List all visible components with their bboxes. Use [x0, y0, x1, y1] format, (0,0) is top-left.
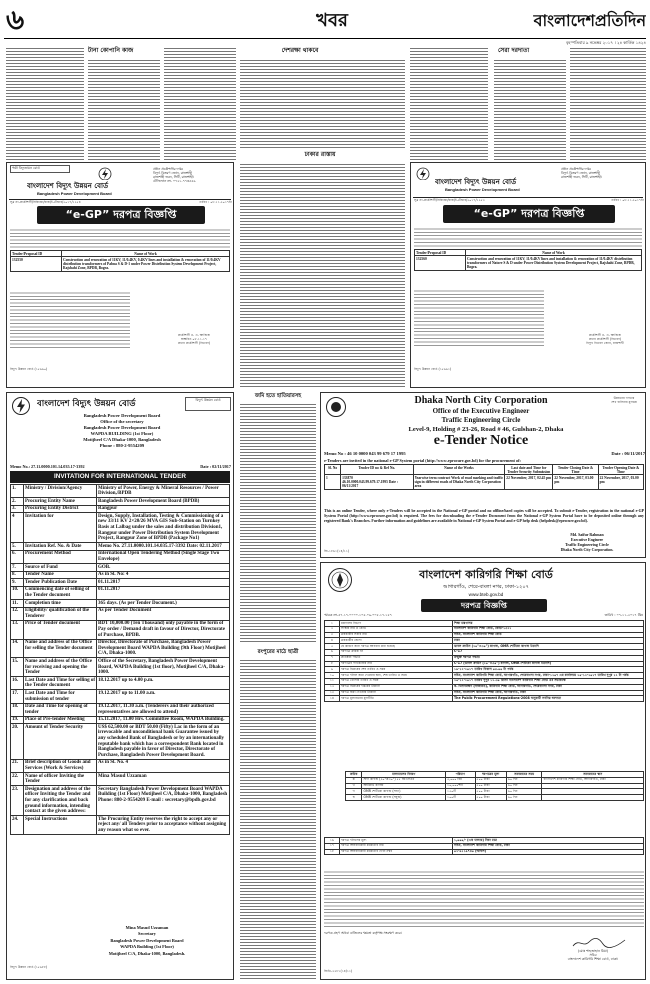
- item-cell: সাদা কাগজ (২০"×৩০") ৫৫ জিএসএম: [362, 777, 446, 783]
- row-number: ১: [325, 621, 340, 627]
- egp-notice-right: [410, 162, 646, 388]
- row-value: Yearwise term contract Work of road marking and traffic sign in different roads of Dhaka North City Corporation area: [414, 475, 504, 489]
- item-cell: ৯০ দিন: [506, 783, 542, 789]
- footer: জিডি-২২৮১(১৪/১১): [324, 969, 353, 973]
- row-value: 22 November, 2017, 03.00 pm: [598, 475, 643, 490]
- row-number: ১৭: [325, 843, 340, 849]
- tender-row: [11, 639, 230, 658]
- row-number: ১৬: [325, 838, 340, 844]
- tender-row: [11, 498, 230, 506]
- dncc-signature: Md. Saifur Rahman Executive Engineer Traffic Engineering Circle Dhaka North City Corporation.: [560, 533, 614, 552]
- row-number: ১৮: [325, 849, 340, 855]
- row-value: ঢাকা: [453, 638, 644, 644]
- row-number: 16.: [11, 677, 24, 690]
- footer: বিদ্যুৎ উন্নয়ন বোর্ড (১৫৯৮৮): [10, 965, 48, 969]
- date: Date : 06/11/2017: [611, 451, 645, 456]
- row-number: 2.: [11, 498, 24, 506]
- news-col-3-mid: [240, 162, 405, 388]
- row-value: 1: [325, 475, 341, 490]
- tender-row: [11, 724, 230, 760]
- e-tender-title: e-Tender Notice: [433, 433, 529, 448]
- row-value: Office of the Secretary, Bangladesh Power Development Board, WAPDA Building (1st floor), Motijheel C/A, Dhaka-1000.: [97, 658, 230, 677]
- news-mid-2: [240, 658, 316, 980]
- intro-text: [10, 227, 230, 249]
- row-value: C-17: [453, 649, 644, 655]
- row-value: সচিব, বাংলাদেশ কারিগরি শিক্ষা বোর্ড, আগারগাঁও, শেরেবাংলা নগর, ঢাকা-১২০৭ এর কার্যালয়ে ২০-১২-২০১৭ তারিখ দুপুর ১২ টা পর্যন্ত: [453, 673, 644, 679]
- tender-row: [11, 759, 230, 772]
- row-key: Invitation for: [24, 513, 97, 543]
- col-tender-id: Tender/Proposal ID: [415, 250, 466, 256]
- row-value: 365 days. (As per Tender Document.): [97, 600, 230, 608]
- tender-row: [11, 564, 230, 572]
- row-key: Price of Tender document: [24, 620, 97, 639]
- org-name-bn: বাংলাদেশ বিদ্যুৎ উন্নয়ন বোর্ড: [27, 182, 109, 190]
- row-value: শিক্ষা মন্ত্রণালয়: [453, 621, 644, 627]
- row-value: ১,০০০/- (এক হাজার) টাকা মাত্র: [453, 838, 644, 844]
- row-number: 15.: [11, 658, 24, 677]
- tender-row: [11, 703, 230, 716]
- item-cell: OMR শেটিকো কাগজ (সাদা): [362, 789, 446, 795]
- row-value: উন্মুক্ত দরপত্র পদ্ধতি: [453, 655, 644, 661]
- row-value: 19.12.2017 up to 11.00 a.m.: [97, 690, 230, 703]
- row-key: দরপত্র মূল্যায়নের মূলনীতি: [340, 696, 453, 702]
- row-key: Tender Publication Date: [24, 579, 97, 587]
- tender-row: [11, 773, 230, 786]
- row-value: ০২-৯১১৯৭৪০ (অফিস): [453, 849, 644, 855]
- column-header: দরপত্রের মূল্য: [475, 772, 506, 778]
- row-key: Date and Time for opening of tender: [24, 703, 97, 716]
- row-number: 10.: [11, 586, 24, 599]
- news-col-6: [570, 46, 646, 160]
- item-cell: ৫০০ টাকা: [475, 795, 506, 801]
- row-number: 8.: [11, 571, 24, 579]
- bpdb-international-tender: [6, 392, 234, 980]
- row-key: Place of Pre-tender Meeting: [24, 716, 97, 724]
- row-value: ডাবল ক্রাউন (২০"×৩০") কাগজ, OMR শেটিকো কাগজ ইত্যাদি: [453, 644, 644, 650]
- row-key: দরপত্র বিক্রয়ের দপ্তরের ঠিকানা: [340, 684, 453, 690]
- column-header: ক্রমিক: [346, 772, 362, 778]
- tender-table: [10, 250, 230, 288]
- row-key: Special Instructions: [24, 816, 97, 835]
- row-value: Ministry of Power, Energy & Mineral Resources / Power Division,/BPDB: [97, 485, 230, 498]
- row-key: সংস্থার নাম ও কোড: [340, 626, 453, 632]
- egp-notice-left: [6, 162, 234, 388]
- row-number: 14.: [11, 639, 24, 658]
- news-col-1: [6, 46, 84, 160]
- dncc-tender-notice: [320, 392, 646, 558]
- row-number: ১০: [325, 673, 340, 679]
- row-value: Rangpur: [97, 505, 230, 513]
- row-key: Invitation Ref. No. & Date: [24, 543, 97, 551]
- btec-address: আগারগাঁও, শেরে-বাংলা নগর, ঢাকা-১২০৭: [443, 584, 529, 590]
- row-number: 20.: [11, 724, 24, 760]
- row-value: সচিব, বাংলাদেশ কারিগরি শিক্ষা বোর্ড, আগারগাঁও, ঢাকা: [453, 690, 644, 696]
- row-key: দরপত্র দলিলের মূল্য: [340, 838, 453, 844]
- dncc-body: This is an online Tender, where only e-Tenders will be accepted in the National e-GP portal and no offline/hard copies will be accepted. To submit e-Tender, registration in the national e-GP System Portal (http://www.eprocure.gov.bd) is required. The fees for downloading the e-Tender Document from the National e-GP System Portal have to be deposited online through any registered Bank's Branches. Further information and guidelines are available in National e-GP System Portal and e-GP help desk (helpdesk@eprocure.gov.bd).: [324, 509, 644, 523]
- row-number: 3.: [11, 505, 24, 513]
- top-note: পল্লী বিদ্যুতায়ন বোর্ড: [10, 165, 70, 173]
- intro: e-Tenders are invited in the national e-GP System portal (http://www.eprocure.gov.bd) for the procurement of:: [324, 458, 521, 463]
- row-key: Designation and address of the officer Inviting the Tender and for any clarification and back ground information, intending contact at the given address:: [24, 786, 97, 816]
- tender-row: [325, 475, 644, 490]
- row-number: 23.: [11, 786, 24, 816]
- row-key: দরপত্র দলিল জমা দেওয়ার স্থান, শেষ তারিখ ও সময়: [340, 673, 453, 679]
- item-cell: ৯০ দিন: [506, 795, 542, 801]
- row-key: Tender Name: [24, 571, 97, 579]
- item-cell: বাংলাদেশ কারিগরি শিক্ষা বোর্ড, আগারগাঁও, ঢাকা: [542, 777, 644, 783]
- headline-col4: সেরা দরদাতা: [498, 47, 530, 54]
- row-value: ১৯-১২-২০১৭ তারিখ বিকাল ০৩.০০ টা পর্যন্ত: [453, 667, 644, 673]
- row-key: ক্রয়কারীর সত্তার নাম: [340, 632, 453, 638]
- tender-title: INVITATION FOR INTERNATIONAL TENDER: [10, 471, 230, 483]
- bpdb-logo-icon: [415, 166, 431, 180]
- row-number: 5.: [11, 543, 24, 551]
- btec-body: [324, 869, 644, 929]
- org-name-en: Bangladesh Power Development Board: [445, 187, 520, 192]
- row-key: Completion time: [24, 600, 97, 608]
- row-key: Procurement Method: [24, 550, 97, 563]
- news-col-5: [494, 58, 566, 160]
- tender-row: [11, 550, 230, 563]
- column-header: Tender Opening Date & Time: [598, 465, 643, 475]
- row-number: 17.: [11, 690, 24, 703]
- row-key: প্রতিষ্ঠান পদ্ধতি: [340, 655, 453, 661]
- row-value: 01.11.2017: [97, 586, 230, 599]
- row-number: 24.: [11, 816, 24, 835]
- row-number: ১২: [325, 684, 340, 690]
- row-number: ১৩: [325, 690, 340, 696]
- signature: Mina Masud Uzzaman Secretary Bangladesh Power Development Board WAPDA Building (1st Floor) Motijheel C/A, Dhaka-1000, Bangladesh.: [108, 925, 186, 956]
- row-key: দরপত্রের প্যাকেজের নাম: [340, 661, 453, 667]
- row-key: ক্রয়কারীর জেলা: [340, 638, 453, 644]
- row-key: Name and address of the Office for selling the Tender document: [24, 639, 97, 658]
- dncc-address: Level-9, Holding # 23-26, Road # 46, Gulshan-2, Dhaka: [408, 426, 564, 433]
- row-key: যে কারণে জন্য দরপত্র আহবান করা হয়েছে: [340, 644, 453, 650]
- org-name-bn: বাংলাদেশ বিদ্যুৎ উন্নয়ন বোর্ড: [37, 399, 136, 409]
- row-number: 18.: [11, 703, 24, 716]
- row-key: Last Date and Time for submission of tender: [24, 690, 97, 703]
- tender-row: [11, 513, 230, 543]
- row-value: GOB.: [97, 564, 230, 572]
- btec-items-table: [345, 771, 644, 835]
- column-header: মালামালের বিবরণ: [362, 772, 446, 778]
- item-cell: ক: [346, 777, 362, 783]
- dncc-dept: Traffic Engineering Circle: [441, 416, 521, 424]
- headline-lower-2: রংপুরের মাঠে ছাত্রী: [257, 649, 299, 655]
- headline-col1: টানা কোপানি কাজ: [88, 47, 134, 54]
- tender-row: [11, 543, 230, 551]
- row-value: International Open Tendering Method (Single Stage Two Envelope): [97, 550, 230, 563]
- headline-col3-mid: ঢাকার রাস্তায়: [304, 151, 336, 158]
- tender-row: [11, 607, 230, 620]
- column-header: Tender Closing Date & Time: [553, 465, 598, 475]
- memo: সূত্র নং-প্রকৌশলী/বিবিজো/রাজ/ই-টেন্ডার/২০১৭/১২৫৩: [414, 198, 485, 202]
- row-key: Amount of Tender Security: [24, 724, 97, 760]
- btec-signature: (মোঃ শাহজাহান মিয়া) সচিব বাংলাদেশ কারিগরি শিক্ষা বোর্ড, ঢাকা।: [567, 949, 619, 962]
- row-number: ৮: [325, 661, 340, 667]
- row-number: 11.: [11, 600, 24, 608]
- row-value: Design, Supply, Installation, Testing & Commissioning of a new 33/11 KV 2×20/26 MVA GIS Sub-Station on Turnkey Basis at Lalbag under the sales and distribution Division1, Rangpur under Power Distribution System Development Project, Rangpur Zone of BPDB (Package No1): [97, 513, 230, 543]
- row-value: বাংলাদেশ কারিগরি শিক্ষা বোর্ড, কোড-১৩২১: [453, 626, 644, 632]
- date: তারিখ : ০৮.১১.২০১৭ইং: [611, 198, 644, 202]
- row-value: C-17 (ডাবল ক্রাউন (২০"×৩০") কাগজ, OMR শেটিকো কাগজ ইত্যাদি): [453, 661, 644, 667]
- row-value: Secretary Bangladesh Power Development Board WAPDA Building (1st Floor) Motijheel C/A, Dhaka-1000, Bangladesh Phone: 880-2-9554209 E-mail : secretary@bpdb.gov.bd: [97, 786, 230, 816]
- row-number: 1.: [11, 485, 24, 498]
- row-value: ক. হিসাবরক্ষণ (নাজারত), কারিগরি শিক্ষা বোর্ড, আগারগাঁও, শেরেবাংলা নগর, ঢাকা: [453, 684, 644, 690]
- row-key: Procuring Entity Name: [24, 498, 97, 506]
- item-cell: [542, 795, 644, 801]
- row-number: ১৪: [325, 696, 340, 702]
- date: তারিখ : ০৭-১১-২০১৭ খ্রিঃ: [604, 613, 643, 617]
- row-key: দরপত্র বিক্রয়ের শেষ তারিখ ও সময়: [340, 667, 453, 673]
- item-cell: OMR শেটিকো কাগজ (সবুজ): [362, 795, 446, 801]
- work-desc: Construction and renovation of 11KV, 11/0.4KV, 0.4KV lines and installation & renovation of 11/0.4KV distribution transformers of Pabna S & D-1 under Power Distribution System Development Project, Rajshahi Zone, BPDB, Bogra.: [62, 257, 230, 272]
- row-value: 18.12.2017 up to 4.00 p.m.: [97, 677, 230, 690]
- row-value: 01.11.2017: [97, 579, 230, 587]
- column-header: পরিমাণ: [446, 772, 475, 778]
- memo: সূত্র নং-প্রকৌশলী/বিবিজো/রাজ/ই-টেন্ডার/২০১৭/১২৫৪: [10, 200, 81, 204]
- row-key: দরপত্র জমা দেওয়ার ঠিকানা: [340, 690, 453, 696]
- tender-row: [11, 677, 230, 690]
- section-title: খবর: [316, 10, 348, 31]
- row-value: The Public Procurement Regulations-2008 অনুযায়ী সর্বনিম্ন দরদাতা: [453, 696, 644, 702]
- row-value: 15.11.2017, 11.00 Hrs. Committee Room, WAPDA Building.: [97, 716, 230, 724]
- news-col-2b: [164, 46, 236, 160]
- column-header: সরবরাহের সময়: [506, 772, 542, 778]
- tender-id: 132560: [415, 256, 466, 271]
- memo: Memo No : 46 10 0000 043 99 679 17 1995: [324, 451, 406, 456]
- item-cell: ৯০ দিন: [506, 777, 542, 783]
- egp-title: “e-GP” দরপত্র বিজ্ঞপ্তি: [443, 205, 615, 223]
- dncc-office: Office of the Executive Engineer: [432, 407, 530, 415]
- row-number: 7.: [11, 564, 24, 572]
- footer: বিদ্যুৎ উন্নয়ন বোর্ড (১৫৯৯১): [414, 367, 452, 371]
- footer: জি-১৮৬১(১৪/১১): [324, 549, 350, 553]
- row-key: দরপত্র আহবানকারী কর্মকর্তার ফোন নম্বর: [340, 849, 453, 855]
- item-cell: ১৫০টি: [446, 789, 475, 795]
- row-number: ৫: [325, 644, 340, 650]
- row-value: 19.12.2017, 11.30 a.m. (Tenderers and their authorized representatives are allowed to attend): [97, 703, 230, 716]
- headline-col3: দেশরক্ষা থাকবে: [281, 47, 319, 54]
- tender-row: [11, 690, 230, 703]
- item-cell: ৫,০০০ রিম: [446, 777, 475, 783]
- egp-title: “e-GP” দরপত্র বিজ্ঞপ্তি: [37, 206, 205, 224]
- tender-row: [11, 816, 230, 835]
- column-header: Last date and Time for Tender Security Submission: [505, 465, 553, 475]
- column-header: Tender ID no & Ref No.: [341, 465, 414, 475]
- row-key: দরপত্র আহবানকারী কর্মকর্তার নাম: [340, 843, 453, 849]
- row-value: Director, Directorate of Purchase, Bangladesh Power Development Board WAPDA Building (9th Floor) Motijheel C/A, Dhaka-1000.: [97, 639, 230, 658]
- headline-lower-1: জমি হতে হাতিয়ারসহ: [254, 393, 302, 399]
- row-number: ২: [325, 626, 340, 632]
- row-value: সচিব, বাংলাদেশ কারিগরি শিক্ষা বোর্ড: [453, 632, 644, 638]
- column-header: সরবরাহের স্থান: [542, 772, 644, 778]
- row-key: Ministry / Division/Agency: [24, 485, 97, 498]
- header-right: প্রধান প্রকৌশলীর দপ্তর বিদ্যুৎ বিতরণ জোন, রাজশাহী রাজশাহী ভবন, সিটি, রাজশাহী। টেলিফোন নং- ০৭২১-৭৭৩৫৫৯: [153, 167, 196, 184]
- row-key: দরপত্রে ক্রমিক নং: [340, 649, 453, 655]
- date: Date : 02/11/2017: [200, 464, 231, 469]
- date-line: বৃহস্পতিবার ৯ নভেম্বর ২০১৭ । ২৪ কার্তিক ১৪২৪: [566, 40, 646, 45]
- dncc-name: Dhaka North City Corporation: [414, 395, 548, 406]
- row-key: Source of Fund: [24, 564, 97, 572]
- btec-logo-icon: [327, 567, 353, 593]
- column-header: Name of the Works: [413, 465, 505, 475]
- footer: বিদ্যুৎ উন্নয়ন বোর্ড (১৫৯৯০): [10, 367, 48, 371]
- btec-name: বাংলাদেশ কারিগরি শিক্ষা বোর্ড: [419, 568, 553, 581]
- table-row: [325, 696, 644, 702]
- row-value: The Procuring Entity reserves the right to accept any or reject any/ all Tenders prior to acceptance without assigning any reason what so ever.: [97, 816, 230, 835]
- tender-row: [11, 716, 230, 724]
- item-row: [346, 795, 644, 801]
- table-row: [325, 849, 644, 855]
- item-cell: ৫০০ টাকা: [475, 789, 506, 795]
- row-key: Name of officer Inviting the Tender: [24, 773, 97, 786]
- col-work: Name of Work: [466, 250, 642, 256]
- row-key: Brief description of Goods and Services (Work & Services): [24, 759, 97, 772]
- header-right: প্রধান প্রকৌশলীর দপ্তর বিদ্যুৎ বিতরণ জোন, রাজশাহী রাজশাহী ভবন, সিটি, রাজশাহী।: [561, 167, 603, 180]
- btec-extra-table: [324, 837, 644, 867]
- row-number: ৬: [325, 649, 340, 655]
- logo-note: বিদ্যুৎ উন্নয়ন বোর্ড: [185, 397, 231, 411]
- row-value: 22 November, 2017, 02.45 pm: [505, 475, 553, 490]
- row-key: Name and address of the Office for receiving and opening the Tender: [24, 658, 97, 677]
- item-cell: ঘ: [346, 795, 362, 801]
- item-cell: ১০,০০০শীট: [446, 783, 475, 789]
- tender-row: [11, 600, 230, 608]
- item-cell: ৯০ দিন: [506, 789, 542, 795]
- bpdb-logo-icon: [97, 166, 113, 180]
- row-value: US$ 62,500.00 or BDT 50.00 (Fifty) Lac in the form of an irrevocable and unconditional bank Guarantee issued by any scheduled Bank of Bangladesh or by an internationally reputable bank which has a correspondent Bank located in Bangladesh payable in favor of Director, Directorate of Purchase, Bangladesh Power Development Board.: [97, 724, 230, 760]
- col-tender-id: Tender/Proposal ID: [11, 251, 62, 257]
- row-value: Bangladesh Power Development Board (BPDB): [97, 498, 230, 506]
- row-value: Memo No. 27.11.0000.101.14.035.17-3392 Date: 02.11.2017: [97, 543, 230, 551]
- header-row: [325, 465, 644, 475]
- row-key: Procuring Entity District: [24, 505, 97, 513]
- memo: স্মারক নং-৫৭.১৭.০০০০.১০৫.০৯.০০৫.১৭.১৫৭: [324, 613, 392, 617]
- row-value: As in Sl. No: 4: [97, 571, 230, 579]
- row-value: As in Sl. No. 4: [97, 759, 230, 772]
- btec-table: [324, 620, 644, 770]
- page-number: ৬: [6, 4, 25, 36]
- row-number: 22.: [11, 773, 24, 786]
- row-value: BDT 10,000.00 (Ten Thousand) only payable in the form of Pay order / Demand draft in favour of Director, Directorate of Purchase, BPDB.: [97, 620, 230, 639]
- row-number: ৭: [325, 655, 340, 661]
- row-number: ৪: [325, 638, 340, 644]
- tender-row: [11, 786, 230, 816]
- item-cell: গ: [346, 789, 362, 795]
- signature: প্রকৌশলী এ. এ. আজিজ স্বাক্ষরিত ০৮.১১.১৭ প্রধান প্রকৌশলী (বিতরণ): [177, 333, 211, 346]
- row-key: দরপত্র খোলার তারিখ ও সময়: [340, 678, 453, 684]
- row-value: 22 November, 2017, 03.00 pm: [553, 475, 598, 490]
- office-address: Bangladesh Power Development Board Office of the secretary Bangladesh Power Development Board WAPDA BUILDING (1st Floor) Motijheel C/A Dhaka-1000, Bangladesh Phone : 880-2-9554209: [83, 413, 161, 448]
- item-cell: খ: [346, 783, 362, 789]
- btec-note: দরপত্র গ্রহণ অথবা বাতিলের ক্ষমতা কর্তৃপক্ষ সংরক্ষণ করে।: [324, 931, 402, 935]
- row-number: 9.: [11, 579, 24, 587]
- row-value: সচিব, বাংলাদেশ কারিগরি শিক্ষা বোর্ড, ঢাকা: [453, 843, 644, 849]
- org-name-en: Bangladesh Power Development Board: [37, 191, 112, 196]
- dncc-table: [324, 464, 644, 508]
- work-desc: Construction and renovation of 11KV, 11/0.4KV lines and installation & renovation of 11/0.4KV distribution transformers of Natore S & D under Power Distribution System Development Project, Rajshahi Zone, BPDB, Bogra.: [466, 256, 642, 271]
- row-number: 6.: [11, 550, 24, 563]
- tender-row: [11, 620, 230, 639]
- row-value: As per Tender Document: [97, 607, 230, 620]
- row-value: Mina Masud Uzzaman: [97, 773, 230, 786]
- row-key: Eligibility/ qualification of the Tenderer: [24, 607, 97, 620]
- row-key: Last Date and Time for selling of the Tender document: [25, 677, 96, 689]
- item-cell: ৫০০ টাকা: [475, 783, 506, 789]
- org-name-bn: বাংলাদেশ বিদ্যুৎ উন্নয়ন বোর্ড: [435, 178, 517, 186]
- row-number: 21.: [11, 759, 24, 772]
- news-col-3: [240, 58, 405, 148]
- news-col-4: [410, 46, 488, 160]
- newspaper-name: বাংলাদেশপ্রতিদিন: [533, 11, 646, 30]
- tender-row: [11, 579, 230, 587]
- item-cell: আর্টকার্ড কাগজ: [362, 783, 446, 789]
- btec-title: দরপত্র বিজ্ঞপ্তি: [421, 599, 547, 612]
- item-cell: ১০০টি: [446, 795, 475, 801]
- tender-details-table: [10, 484, 230, 924]
- row-value: ২০-১২-২০১৭ তারিখ দুপুর ১২.৩০ মিনিট বাংলাদেশ কারিগরি শিক্ষা বোর্ড এর সভাকক্ষে: [453, 678, 644, 684]
- tender-row: [11, 571, 230, 579]
- row-number: ৯: [325, 667, 340, 673]
- signature: প্রকৌশলী এ. এ. আজিজ প্রধান প্রকৌশলী (বিতরণ) বিদ্যুৎ বিতরণ জোন, রাজশাহী: [586, 333, 624, 346]
- col-work: Name of Work: [62, 251, 230, 257]
- btec-tender-notice: [320, 562, 646, 980]
- row-number: 12.: [11, 607, 24, 620]
- item-cell: ৫০০ টাকা: [475, 777, 506, 783]
- news-mid-1: [240, 402, 316, 642]
- memo: Memo No.: 27.11.0000.101.14.035.17-3392: [10, 464, 85, 469]
- tender-row: [11, 505, 230, 513]
- row-key: মন্ত্রণালয় বিভাগ: [340, 621, 453, 627]
- row-number: 4: [11, 513, 24, 543]
- row-number: 13.: [11, 620, 24, 639]
- column-header: Sl. No: [325, 465, 341, 475]
- tender-row: [11, 485, 230, 498]
- tender-id: 132550: [11, 257, 62, 272]
- row-key: Commencing date of selling of the Tender document: [24, 586, 97, 599]
- intro-text: [414, 226, 642, 248]
- body-text: [414, 288, 544, 348]
- news-col-2: [88, 58, 160, 160]
- tender-table: [414, 249, 642, 285]
- date: তারিখ : ০৮.১১.২০১৭ইং: [199, 200, 232, 204]
- btec-web[interactable]: www.bteb.gov.bd: [468, 592, 504, 597]
- row-number: 19.: [11, 716, 24, 724]
- signature-mark: [569, 935, 629, 949]
- body-text: [10, 290, 130, 350]
- tender-row: [11, 586, 230, 599]
- row-number: ১১: [325, 678, 340, 684]
- row-value: 133870 46.10.0000.043.99.679.17.1995 Date : 06/11/2017: [341, 475, 414, 490]
- corner-note: উন্নয়নের গণতন্ত্র শেখ হাসিনার মূলমন্ত্র: [611, 396, 637, 405]
- tender-row: [11, 658, 230, 677]
- row-number: ৩: [325, 632, 340, 638]
- dncc-logo-icon: [325, 396, 347, 418]
